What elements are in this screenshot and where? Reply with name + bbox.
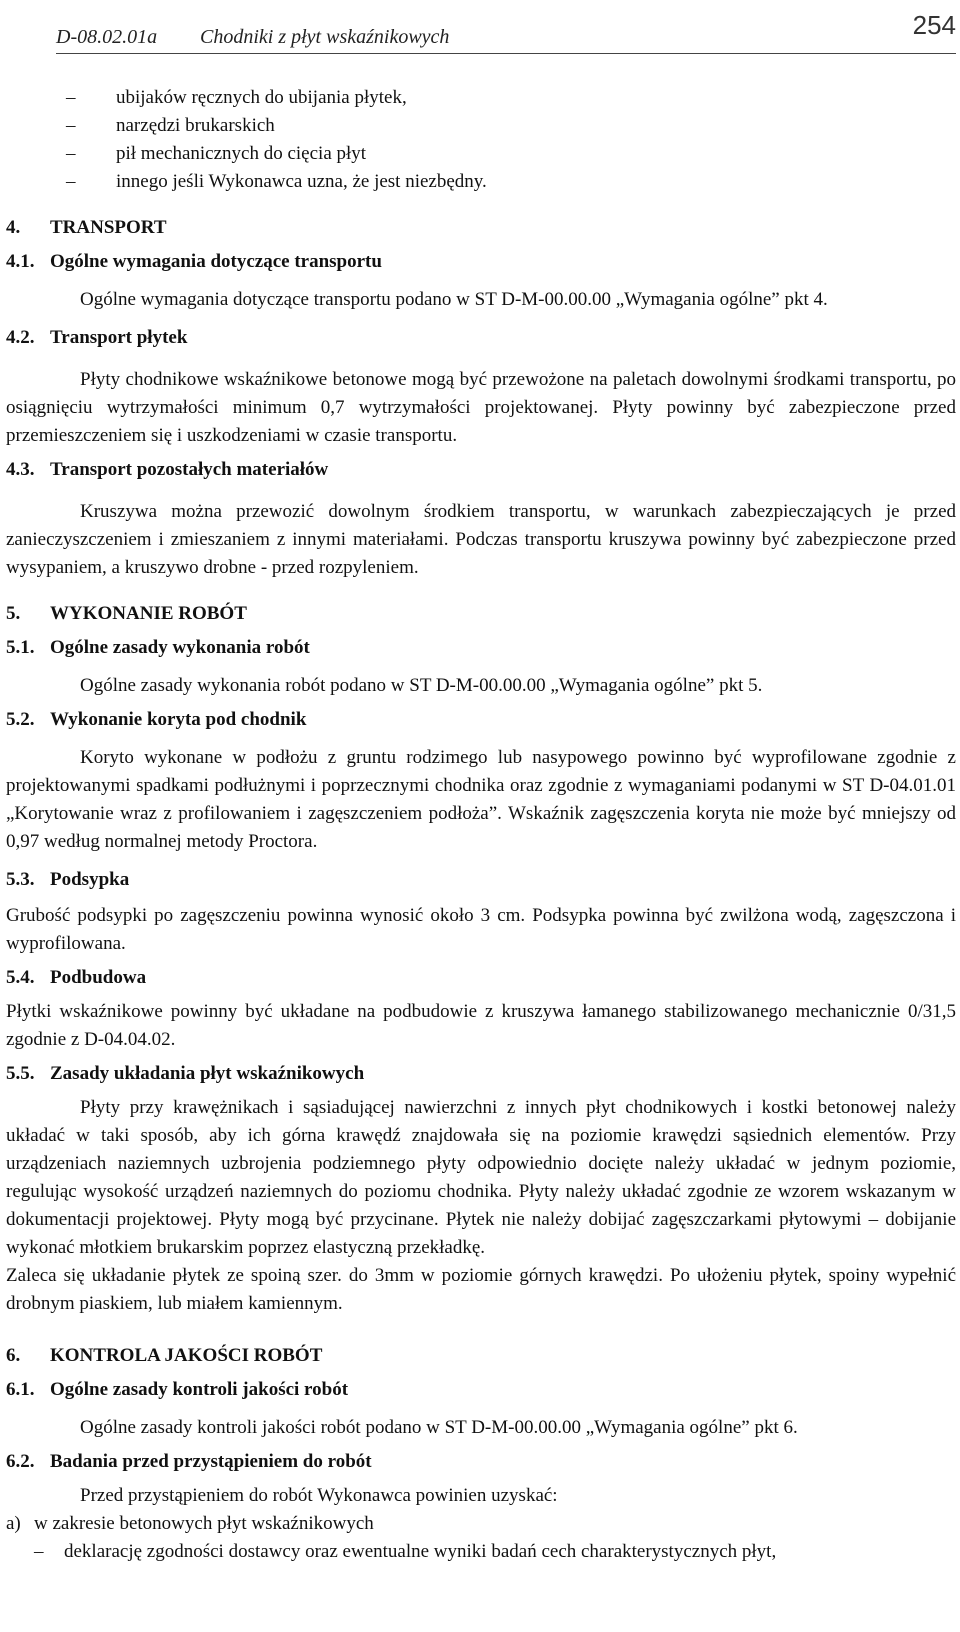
spec-title: Chodniki z płyt wskaźnikowych [200,26,450,48]
page-header [56,10,956,56]
section-5-3-heading: 5.3. Podsypka [6,869,130,890]
section-5-4-heading: 5.4. Podbudowa [6,967,147,988]
list-item: – innego jeśli Wykonawca uzna, że jest niezbędny. [6,168,956,196]
dash-marker: – [66,115,76,136]
section-4-3-heading: 4.3. Transport pozostałych materiałów [6,459,329,480]
list-item: – pił mechanicznych do cięcia płyt [6,140,956,168]
section-6-heading: 6. KONTROLA JAKOŚCI ROBÓT [6,1345,323,1366]
section-6-2-heading: 6.2. Badania przed przystąpieniem do robót [6,1451,372,1472]
section-4-1-heading: 4.1. Ogólne wymagania dotyczące transportu [6,251,382,272]
section-6-2-text: Przed przystąpieniem do robót Wykonawca powinien uzyskać: [80,1485,558,1506]
dash-marker: – [66,171,76,192]
dash-marker: – [66,87,76,108]
page-number: 254 [912,10,956,40]
section-5-2-text: Koryto wykonane w podłożu z gruntu rodzimego lub nasypowego powinno być wyprofilowane zgodnie z projektowanymi spadkami podłużnymi i poprzecznymi chodnika oraz zgodnie z wymaganiami podanymi w ST D-04.01.01 „Korytowanie wraz z profilowaniem i zagęszczeniem podłoża”. Wskaźnik zagęszczenia koryta nie może być mniejszy od 0,97 według normalnej metody Proctora. [6,747,956,852]
section-4-2-heading: 4.2. Transport płytek [6,327,188,348]
section-5-4-text: Płytki wskaźnikowe powinny być układane na podbudowie z kruszywa łamanego stabilizowanego mechanicznie 0/31,5 zgodnie z D-04.04.02. [6,1001,956,1050]
section-5-1-heading: 5.1. Ogólne zasady wykonania robót [6,637,310,658]
section-5-5-text: Płyty przy krawężnikach i sąsiadującej nawierzchni z innych płyt chodnikowych i kostki betonowej należy układać w taki sposób, aby ich górna krawędź znajdowała się na poziomie krawędzi sąsiednich elementów. Przy urządzeniach naziemnych uzbrojenia podziemnego płyty odpowiednio docięte należy układać w jednym poziomie, regulując wysokość urządzeń naziemnych do poziomu chodnika. Płyty należy układać zgodnie ze wzorem wskazanym w dokumentacji projektowej. Płyty mogą być przycinane. Płytek nie należy dobijać zagęszczarkami płytowymi – dobijanie wykonać młotkiem brukarskim poprzez elastyczną przekładkę. [6,1097,956,1258]
dash-marker: – [66,143,76,164]
section-5-1-text: Ogólne zasady wykonania robót podano w ST D-M-00.00.00 „Wymagania ogólne” pkt 5. [80,675,763,696]
list-item: – ubijaków ręcznych do ubijania płytek, [6,84,956,112]
equipment-list [6,84,956,196]
section-5-3-text: Grubość podsypki po zagęszczeniu powinna wynosić około 3 cm. Podsypka powinna być zwilżona wodą, zagęszczona i wyprofilowana. [6,905,956,954]
list-item-a: a) w zakresie betonowych płyt wskaźnikowych [6,1513,374,1534]
list-item: – narzędzi brukarskich [6,112,956,140]
spec-code: D-08.02.01a [56,26,158,48]
section-6-1-heading: 6.1. Ogólne zasady kontroli jakości robót [6,1379,349,1400]
header-rule [56,53,956,54]
section-4-heading: 4. TRANSPORT [6,217,167,238]
section-5-2-heading: 5.2. Wykonanie koryta pod chodnik [6,709,307,730]
section-5-5-text-2: Zaleca się układanie płytek ze spoiną szer. do 3mm w poziomie górnych krawędzi. Po ułożeniu płytek, spoiny wypełnić drobnym piaskiem, lub miałem kamiennym. [6,1265,956,1314]
section-4-3-text: Kruszywa można przewozić dowolnym środkiem transportu, w warunkach zabezpieczających je przed zanieczyszczeniem i zmieszaniem z innymi materiałami. Podczas transportu kruszywa powinny być zabezpieczone przed wysypaniem, a kruszywo drobne - przed rozpyleniem. [6,501,956,578]
document-body [6,84,956,1566]
section-5-5-heading: 5.5. Zasady układania płyt wskaźnikowych [6,1063,365,1084]
section-6-1-text: Ogólne zasady kontroli jakości robót podano w ST D-M-00.00.00 „Wymagania ogólne” pkt 6. [80,1417,798,1438]
section-5-heading: 5. WYKONANIE ROBÓT [6,603,247,624]
dash-marker: – [34,1541,44,1562]
section-4-2-text: Płyty chodnikowe wskaźnikowe betonowe mogą być przewożone na paletach dowolnymi środkami transportu, po osiągnięciu wytrzymałości minimum 0,7 wytrzymałości projektowanej. Płyty powinny być zabezpieczone przed przemieszczeniem się i uszkodzeniami w czasie transportu. [6,369,956,446]
section-4-1-text: Ogólne wymagania dotyczące transportu podano w ST D-M-00.00.00 „Wymagania ogólne” pkt 4. [80,289,828,310]
sub-list-item: – deklarację zgodności dostawcy oraz ewentualne wyniki badań cech charakterystycznych płyt, [6,1538,956,1566]
